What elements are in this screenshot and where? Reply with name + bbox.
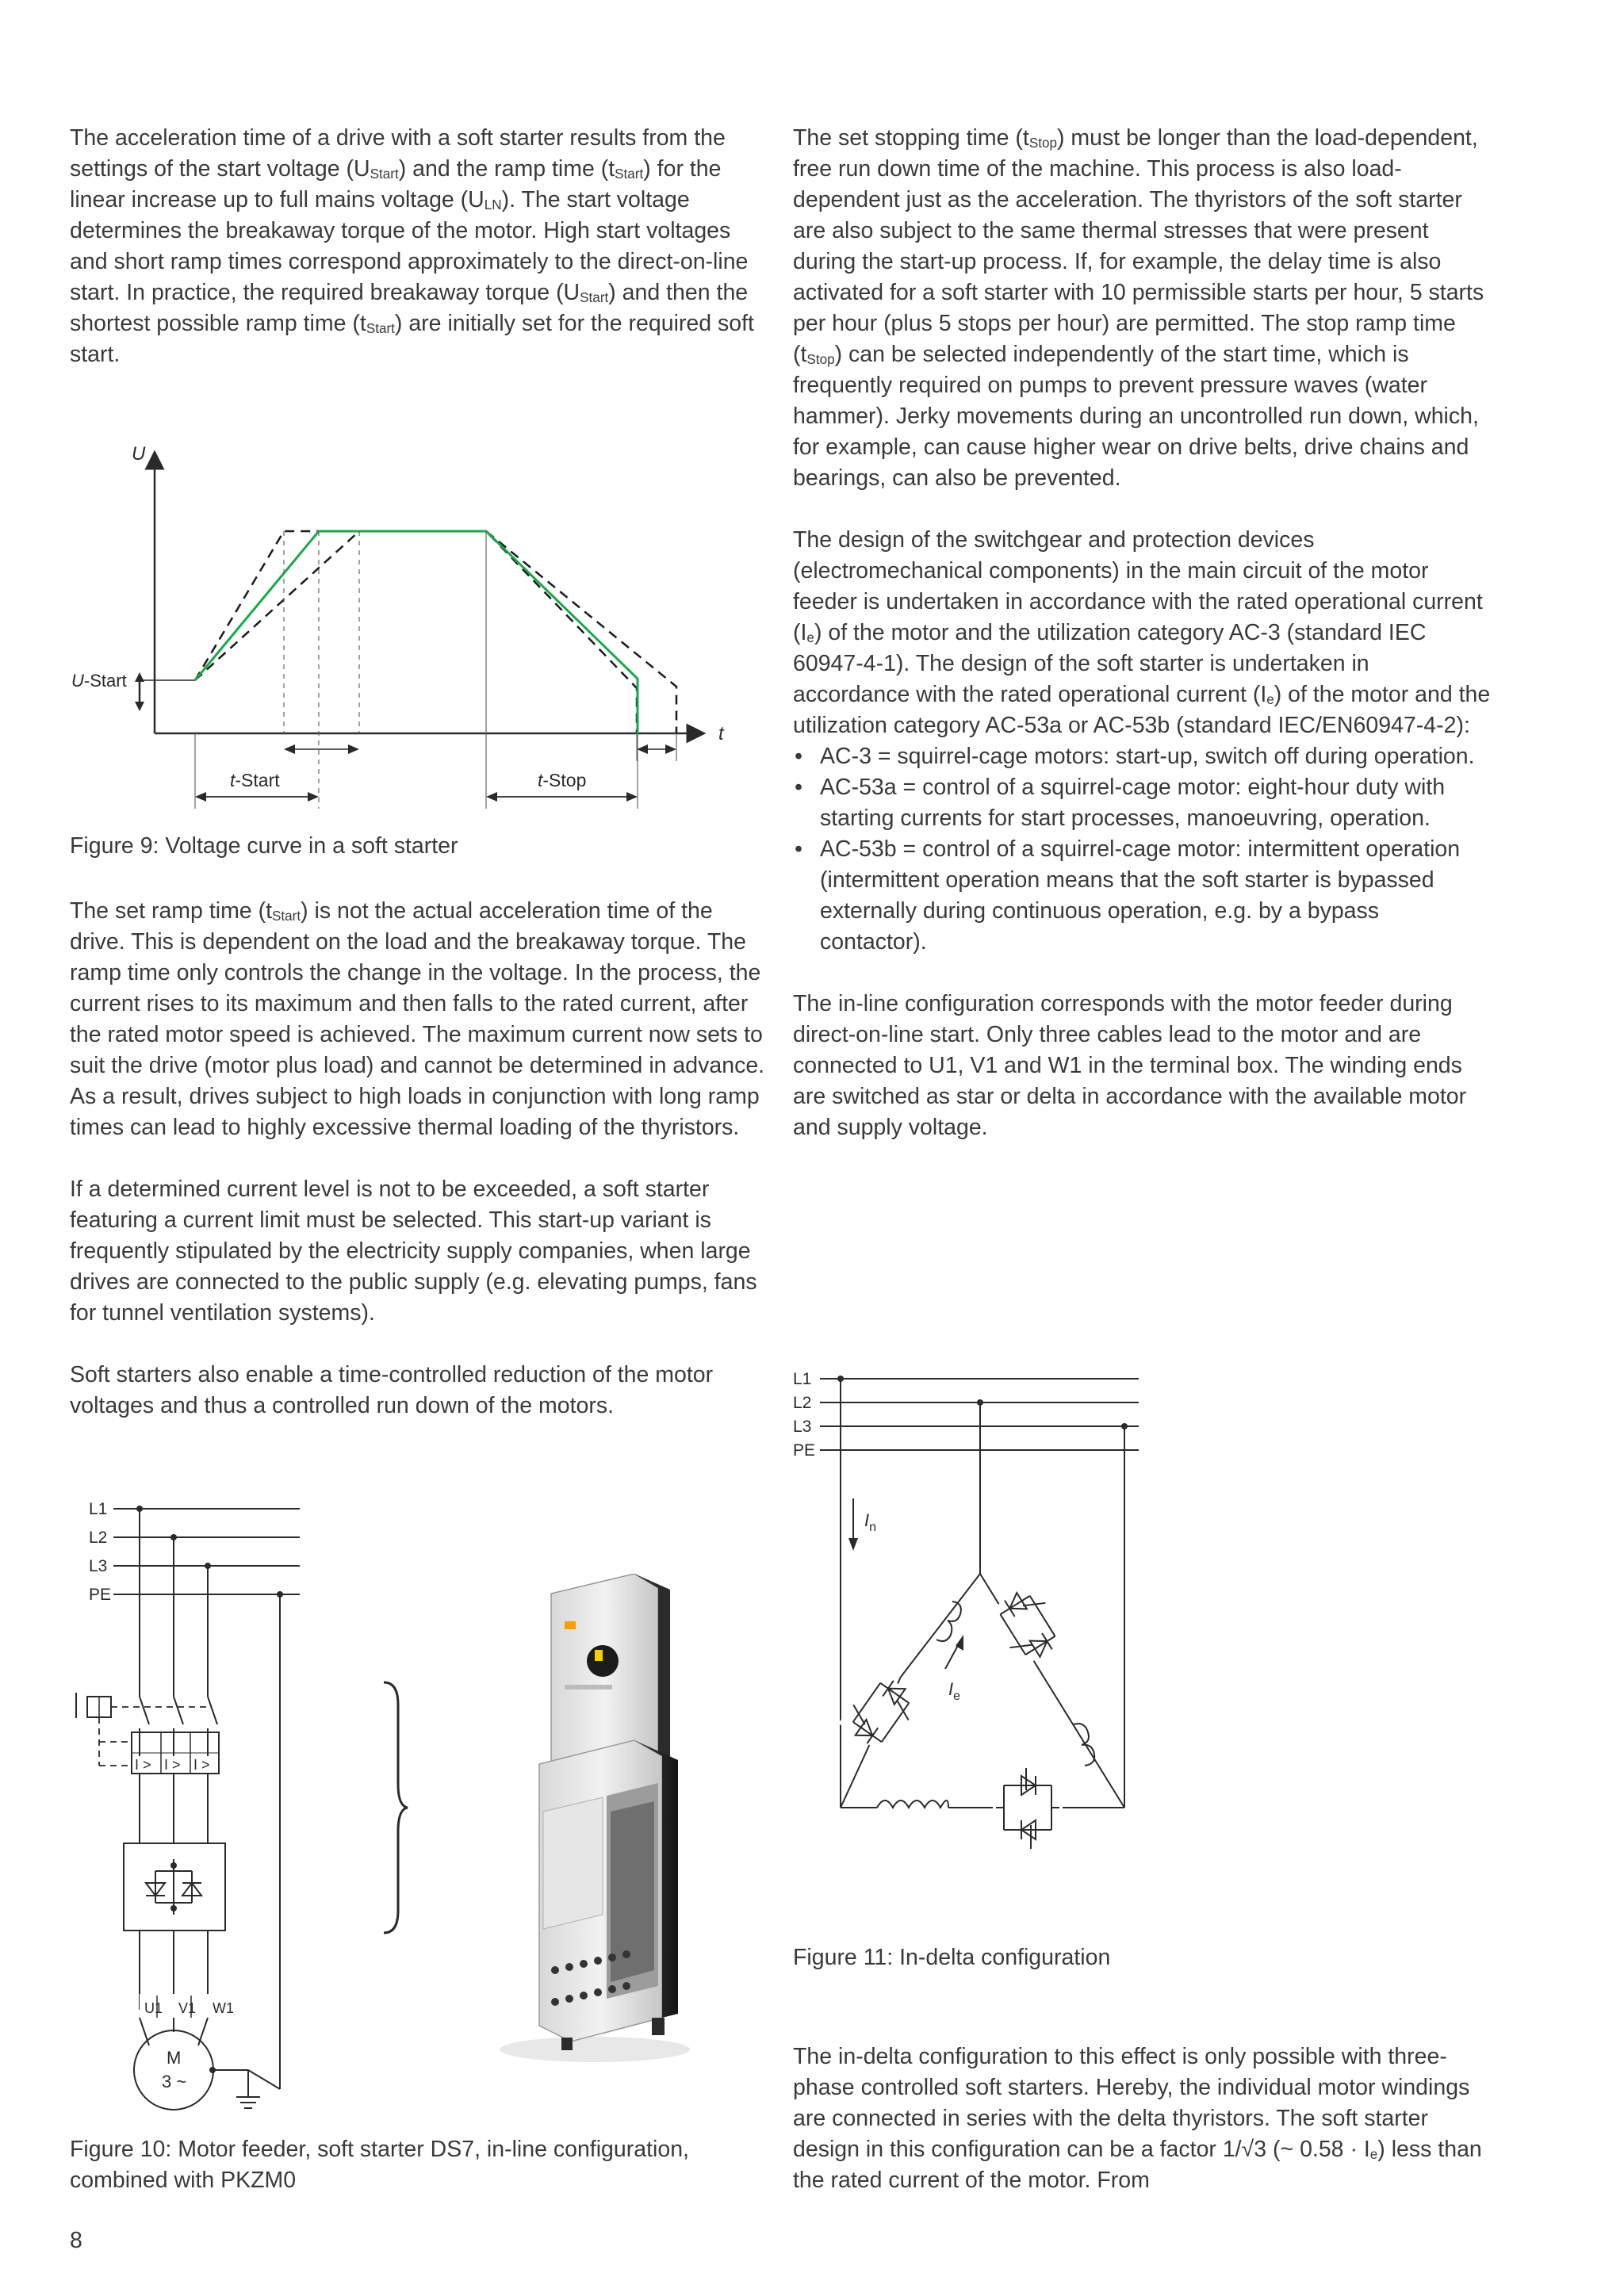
right-column-lower: [793, 2042, 1491, 2196]
line-label: L2: [89, 1529, 108, 1547]
tstop-label: t-Stop: [538, 770, 587, 790]
line-label: L3: [793, 1418, 812, 1436]
paragraph: The design of the switchgear and protection devices (electromechanical components) in the main circuit of the motor feeder is undertaken in accordance with the rated operational current $(I_e)$ of the motor and the utilization category AC-3 (standard IEC 60947-4-1). The design of the soft starter is undertaken in accordance with the rated operational current $(I_e)$ of the motor and the utilization category AC-53a or AC-53b (standard IEC/EN60947-4-2):: [793, 527, 1491, 738]
list-item: • AC-3 = squirrel-cage motors: start-up, switch off during operation.: [793, 741, 1491, 772]
figure-11-caption: Figure 11: In-delta configuration: [793, 1945, 1111, 1970]
motor-symbol: [134, 2030, 213, 2110]
right-column: [793, 123, 1491, 1143]
paragraph: If a determined current level is not to be exceeded, a soft starter featuring a current limit must be selected. This start-up variant is frequently stipulated by the electricity supply companies, when large drives are connected to the public supply (e.g. elevating pumps, fans for tunnel ventilation systems).: [70, 1177, 757, 1326]
line-label: L1: [793, 1370, 812, 1388]
paragraph: The set ramp time $(t_{Start})$ is not the actual acceleration time of the drive. This is dependent on the load and the breakaway torque. The ramp time only controls the change in the voltage. In the process, the current rises to its maximum and then falls to the rated current, after the rated motor speed is achieved. The maximum current now sets to suit the drive (motor plus load) and cannot be determined in advance. As a result, drives subject to high loads in conjunction with long ramp times can lead to highly excessive thermal loading of the thyristors.: [70, 898, 765, 1140]
current-in-label: $I_n$: [864, 1510, 877, 1534]
motor-label: M: [167, 2048, 182, 2068]
y-axis-label: U: [132, 443, 146, 465]
page-number: 8: [70, 2228, 82, 2253]
figure-11-in-delta-diagram: [790, 1364, 1170, 1871]
paragraph: Soft starters also enable a time-controlled reduction of the motor voltages and thus a controlled run down of the motors.: [70, 1362, 714, 1418]
paragraph: The in-delta configuration to this effect is only possible with three-phase controlled soft starters. Hereby, the individual motor windings are connected in series with the delta thyristors. The soft starter design in this configuration can be a factor 1/√3 (~ $0.58 \cdot I_e$) less than the rated current of the motor. From: [793, 2044, 1482, 2193]
overload-label: I >: [135, 1757, 151, 1773]
terminal-label: U1: [144, 2000, 163, 2016]
overload-label: I >: [164, 1757, 181, 1773]
paragraph: The acceleration time of a drive with a soft starter results from the settings of the start voltage $(U_{Start})$ and the ramp time $(t_{Start})$ for the linear increase up to full mains voltage $(U_{LN})$. The start voltage determines the breakaway torque of the motor. High start voltages and short ramp times correspond approximately to the direct-on-line start. In practice, the required breakaway torque $(U_{Start})$ and then the shortest possible ramp time $(t_{Start})$ are initially set for the required soft start.: [70, 125, 754, 367]
list-item: • AC-53b = control of a squirrel-cage motor: intermittent operation (intermittent operation means that the soft starter is bypassed externally during continuous operation, e.g. by a bypass contactor).: [793, 834, 1491, 958]
line-label: PE: [793, 1441, 816, 1460]
fast-ramp-curve: [195, 531, 637, 733]
motor-label: 3 ~: [162, 2072, 187, 2091]
paragraph: The in-line configuration corresponds with the motor feeder during direct-on-line start. Only three cables lead to the motor and are connected to U1, V1 and W1 in the terminal box. The winding ends are switched as star or delta in accordance with the available motor and supply voltage.: [793, 991, 1467, 1140]
brace: [379, 1681, 411, 1934]
figure-9-caption: Figure 9: Voltage curve in a soft starter: [70, 833, 458, 859]
figure-10-caption: Figure 10: Motor feeder, soft starter DS7, in-line configuration, combined with PKZM0: [70, 2137, 689, 2193]
x-axis-label: t: [718, 723, 724, 744]
line-label: PE: [89, 1586, 112, 1604]
line-label: L2: [793, 1394, 812, 1412]
current-ie-label: $I_e$: [948, 1679, 961, 1703]
ustart-label: U-Start: [71, 671, 127, 691]
overload-label: I >: [193, 1757, 210, 1773]
soft-starter-photo: [476, 1574, 690, 2065]
utilization-category-list: [793, 741, 1491, 958]
left-column-lower: [70, 896, 768, 1422]
paragraph: The set stopping time $(t_{Stop})$ must be longer than the load-dependent, free run down time of the machine. This process is also load-dependent just as the acceleration. The thyristors of the soft starter are also subject to the same thermal stresses that were present during the start-up process. If, for example, the delay time is also activated for a soft starter with 10 permissible starts per hour, 5 starts per hour (plus 5 stops per hour) are permitted. The stop ramp time $(t_{Stop})$ can be selected independently of the start time, which is frequently required on pumps to prevent pressure waves (water hammer). Jerky movements during an uncontrolled run down, which, for example, can cause higher wear on drive belts, drive chains and bearings, can also be prevented.: [793, 125, 1484, 491]
slow-ramp-curve: [195, 531, 676, 733]
left-column: [70, 123, 768, 370]
figure-10-motor-feeder-schematic: [70, 1494, 419, 2129]
tstart-label: t-Start: [230, 770, 280, 790]
terminal-label: W1: [213, 2000, 234, 2016]
figure-9-voltage-curve: [70, 436, 744, 809]
terminal-label: V1: [178, 2000, 197, 2016]
line-label: L1: [89, 1500, 108, 1518]
list-item: • AC-53a = control of a squirrel-cage motor: eight-hour duty with starting currents for start processes, manoeuvring, operation.: [793, 772, 1491, 834]
soft-start-curve: [195, 531, 638, 733]
line-label: L3: [89, 1557, 108, 1575]
